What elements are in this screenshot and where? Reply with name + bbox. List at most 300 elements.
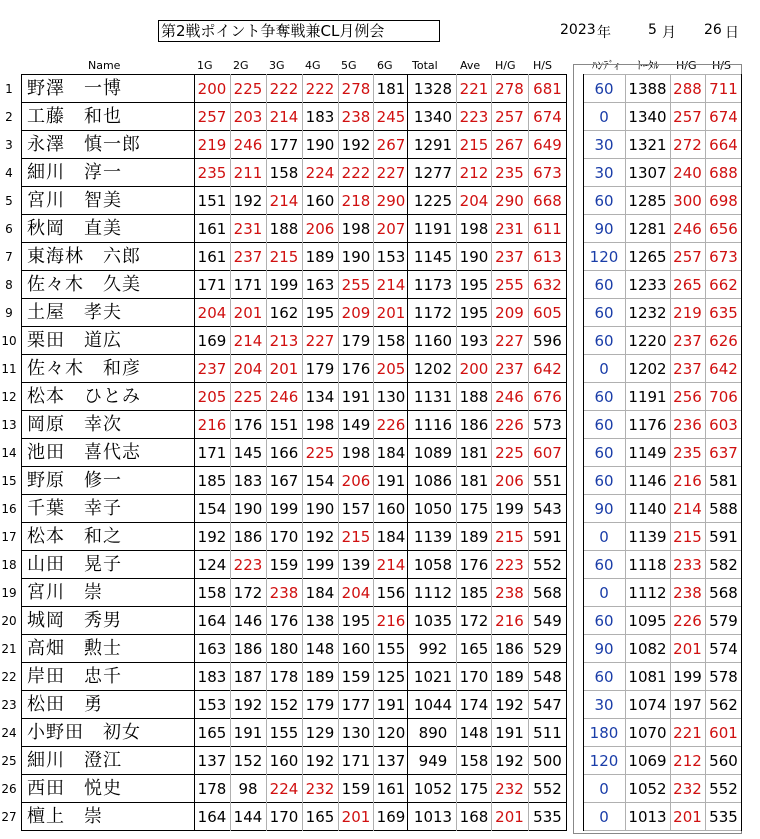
total-score: 1116 — [413, 416, 453, 434]
high-series-handicap: 656 — [709, 220, 738, 238]
player-name: 野澤 一博 — [27, 78, 122, 99]
high-series: 674 — [533, 108, 562, 126]
grid-line — [583, 214, 742, 215]
grid-line — [456, 74, 457, 831]
grand-total: 1321 — [628, 136, 667, 154]
player-name: 松本 ひとみ — [27, 386, 141, 407]
table-row — [0, 579, 760, 607]
game-1-score: 183 — [197, 668, 227, 686]
game-3-score: 160 — [269, 752, 299, 770]
player-name: 千葉 幸子 — [27, 498, 122, 519]
game-2-score: 187 — [233, 668, 263, 686]
high-game: 237 — [495, 248, 524, 266]
game-5-score: 179 — [341, 332, 371, 350]
header-2g: 2G — [233, 59, 249, 72]
game-5-score: 201 — [341, 808, 371, 826]
game-6-score: 156 — [376, 584, 406, 602]
game-2-score: 172 — [233, 584, 263, 602]
game-3-score: 246 — [269, 388, 299, 406]
game-1-score: 237 — [197, 360, 227, 378]
average-score: 181 — [459, 444, 489, 462]
player-name: 宮川 智美 — [27, 190, 122, 211]
game-6-score: 137 — [376, 752, 406, 770]
total-score: 1145 — [413, 248, 453, 266]
player-name: 池田 喜代志 — [27, 442, 141, 463]
total-score: 1160 — [413, 332, 453, 350]
game-5-score: 149 — [341, 416, 371, 434]
high-series-handicap: 635 — [709, 304, 738, 322]
average-score: 165 — [459, 640, 489, 658]
table-row — [0, 523, 760, 551]
total-score: 1172 — [413, 304, 453, 322]
high-game: 223 — [495, 556, 524, 574]
average-score: 176 — [459, 556, 489, 574]
grid-line — [583, 298, 742, 299]
high-game-handicap: 201 — [673, 808, 702, 826]
rank-number: 4 — [5, 166, 13, 180]
header-6g: 6G — [377, 59, 393, 72]
game-2-score: 152 — [233, 752, 263, 770]
high-series: 668 — [533, 192, 562, 210]
grand-total: 1140 — [628, 500, 667, 518]
game-5-score: 177 — [341, 696, 371, 714]
player-name: 宮川 崇 — [27, 582, 103, 603]
high-series-handicap: 601 — [709, 724, 738, 742]
grid-line — [583, 774, 742, 775]
high-game: 225 — [495, 444, 524, 462]
grid-line — [528, 74, 529, 831]
handicap: 120 — [589, 752, 619, 770]
player-name: 山田 晃子 — [27, 554, 122, 575]
grid-line — [21, 522, 566, 523]
total-score: 1191 — [413, 220, 453, 238]
total-score: 1086 — [413, 472, 453, 490]
handicap: 0 — [599, 108, 609, 126]
handicap: 30 — [594, 696, 614, 714]
game-5-score: 159 — [341, 668, 371, 686]
grid-line — [583, 130, 742, 131]
high-series-handicap: 562 — [709, 696, 738, 714]
game-1-score: 164 — [197, 808, 227, 826]
game-4-score: 189 — [305, 248, 335, 266]
high-series: 673 — [533, 164, 562, 182]
high-series: 605 — [533, 304, 562, 322]
game-1-score: 192 — [197, 528, 227, 546]
header-hg2: H/G — [676, 59, 697, 72]
high-series-handicap: 603 — [709, 416, 738, 434]
handicap: 60 — [594, 472, 614, 490]
grand-total: 1146 — [628, 472, 667, 490]
rank-number: 19 — [1, 586, 17, 600]
grand-total: 1220 — [628, 332, 667, 350]
rank-number: 23 — [1, 698, 17, 712]
game-2-score: 191 — [233, 724, 263, 742]
game-4-score: 198 — [305, 416, 335, 434]
player-name: 細川 澄江 — [27, 750, 122, 771]
high-series: 676 — [533, 388, 562, 406]
game-6-score: 205 — [376, 360, 406, 378]
high-series-handicap: 582 — [709, 556, 738, 574]
game-1-score: 163 — [197, 640, 227, 658]
grid-line — [583, 522, 742, 523]
handicap: 60 — [594, 612, 614, 630]
average-score: 168 — [459, 808, 489, 826]
table-row — [0, 131, 760, 159]
rank-number: 3 — [5, 138, 13, 152]
header-5g: 5G — [341, 59, 357, 72]
high-game-handicap: 237 — [673, 332, 702, 350]
game-3-score: 170 — [269, 808, 299, 826]
high-game-handicap: 197 — [673, 696, 702, 714]
grid-line — [583, 270, 742, 271]
high-game: 186 — [495, 640, 524, 658]
rank-number: 12 — [1, 390, 17, 404]
game-2-score: 183 — [233, 472, 263, 490]
high-series: 529 — [533, 640, 562, 658]
grid-line — [583, 410, 742, 411]
header-grand-total: ﾄｰﾀﾙ — [637, 59, 659, 72]
rank-number: 7 — [5, 250, 13, 264]
game-4-score: 138 — [305, 612, 335, 630]
total-score: 1139 — [413, 528, 453, 546]
game-3-score: 214 — [269, 192, 299, 210]
game-4-score: 183 — [305, 108, 335, 126]
handicap: 60 — [594, 192, 614, 210]
game-3-score: 214 — [269, 108, 299, 126]
header-hs: H/S — [533, 59, 552, 72]
game-3-score: 238 — [269, 584, 299, 602]
game-1-score: 171 — [197, 276, 227, 294]
grid-line — [21, 298, 566, 299]
player-name: 檀上 崇 — [27, 806, 103, 827]
high-game: 290 — [495, 192, 524, 210]
high-series-handicap: 578 — [709, 668, 738, 686]
high-game-handicap: 212 — [673, 752, 702, 770]
total-score: 1202 — [413, 360, 453, 378]
game-3-score: 177 — [269, 136, 299, 154]
grid-line — [21, 158, 566, 159]
grid-line — [21, 242, 566, 243]
high-game-handicap: 219 — [673, 304, 702, 322]
rank-number: 18 — [1, 558, 17, 572]
table-row — [0, 411, 760, 439]
player-name: 土屋 孝夫 — [27, 302, 122, 323]
game-3-score: 201 — [269, 360, 299, 378]
high-series: 535 — [533, 808, 562, 826]
game-1-score: 169 — [197, 332, 227, 350]
grid-line — [194, 74, 195, 831]
handicap: 0 — [599, 808, 609, 826]
header-name: Name — [88, 59, 121, 72]
game-6-score: 161 — [376, 780, 406, 798]
game-6-score: 201 — [376, 304, 406, 322]
high-game: 189 — [495, 668, 524, 686]
grid-line — [21, 802, 566, 803]
table-row — [0, 299, 760, 327]
average-score: 158 — [459, 752, 489, 770]
grand-total: 1069 — [628, 752, 667, 770]
handicap: 0 — [599, 780, 609, 798]
high-series: 573 — [533, 416, 562, 434]
high-game: 255 — [495, 276, 524, 294]
game-3-score: 224 — [269, 780, 299, 798]
game-3-score: 199 — [269, 276, 299, 294]
grid-line — [583, 74, 742, 75]
high-game-handicap: 265 — [673, 276, 702, 294]
grand-total: 1265 — [628, 248, 667, 266]
player-name: 佐々木 久美 — [27, 274, 141, 295]
high-series: 548 — [533, 668, 562, 686]
game-4-score: 227 — [305, 332, 335, 350]
high-series-handicap: 574 — [709, 640, 738, 658]
average-score: 175 — [459, 780, 489, 798]
game-2-score: 204 — [233, 360, 263, 378]
grid-line — [21, 578, 566, 579]
high-game-handicap: 226 — [673, 612, 702, 630]
grand-total: 1139 — [628, 528, 667, 546]
high-game-handicap: 240 — [673, 164, 702, 182]
high-series-handicap: 688 — [709, 164, 738, 182]
header-1g: 1G — [197, 59, 213, 72]
table-row — [0, 103, 760, 131]
high-game-handicap: 238 — [673, 584, 702, 602]
high-game: 209 — [495, 304, 524, 322]
player-name: 西田 悦史 — [27, 778, 122, 799]
game-1-score: 216 — [197, 416, 227, 434]
game-3-score: 176 — [269, 612, 299, 630]
high-series: 649 — [533, 136, 562, 154]
table-row — [0, 159, 760, 187]
average-score: 204 — [459, 192, 489, 210]
game-4-score: 206 — [305, 220, 335, 238]
high-series: 632 — [533, 276, 562, 294]
game-5-score: 209 — [341, 304, 371, 322]
date-month: 5 — [648, 22, 657, 38]
total-score: 1044 — [413, 696, 453, 714]
high-series-handicap: 552 — [709, 780, 738, 798]
player-name: 城岡 秀男 — [27, 610, 122, 631]
rank-number: 6 — [5, 222, 13, 236]
rank-number: 11 — [1, 362, 17, 376]
average-score: 190 — [459, 248, 489, 266]
game-4-score: 190 — [305, 136, 335, 154]
game-5-score: 160 — [341, 640, 371, 658]
game-4-score: 179 — [305, 696, 335, 714]
game-3-score: 158 — [269, 164, 299, 182]
game-2-score: 201 — [233, 304, 263, 322]
game-2-score: 171 — [233, 276, 263, 294]
header-hs2: H/S — [712, 59, 731, 72]
game-2-score: 190 — [233, 500, 263, 518]
game-2-score: 246 — [233, 136, 263, 154]
total-score: 992 — [418, 640, 448, 658]
average-score: 188 — [459, 388, 489, 406]
high-series: 549 — [533, 612, 562, 630]
grid-line — [583, 606, 742, 607]
table-row — [0, 243, 760, 271]
game-4-score: 222 — [305, 80, 335, 98]
game-6-score: 181 — [376, 80, 406, 98]
high-game: 191 — [495, 724, 524, 742]
total-score: 949 — [418, 752, 448, 770]
player-name: 松田 勇 — [27, 694, 103, 715]
handicap: 90 — [594, 500, 614, 518]
handicap: 60 — [594, 556, 614, 574]
grid-line — [21, 718, 566, 719]
game-2-score: 225 — [233, 388, 263, 406]
high-series-handicap: 642 — [709, 360, 738, 378]
high-series-handicap: 560 — [709, 752, 738, 770]
high-game-handicap: 257 — [673, 248, 702, 266]
grid-line — [583, 662, 742, 663]
game-5-score: 192 — [341, 136, 371, 154]
game-2-score: 145 — [233, 444, 263, 462]
table-row — [0, 747, 760, 775]
grid-line — [583, 158, 742, 159]
game-5-score: 222 — [341, 164, 371, 182]
total-score: 1328 — [413, 80, 453, 98]
player-name: 岡原 幸次 — [27, 414, 122, 435]
high-game: 232 — [495, 780, 524, 798]
rank-number: 16 — [1, 502, 17, 516]
table-row — [0, 467, 760, 495]
rank-number: 25 — [1, 754, 17, 768]
grand-total: 1233 — [628, 276, 667, 294]
rank-number: 26 — [1, 782, 17, 796]
game-4-score: 163 — [305, 276, 335, 294]
average-score: 200 — [459, 360, 489, 378]
date-day-unit: 日 — [725, 25, 739, 41]
high-series-handicap: 706 — [709, 388, 738, 406]
grid-line — [583, 550, 742, 551]
high-series: 551 — [533, 472, 562, 490]
game-3-score: 159 — [269, 556, 299, 574]
game-4-score: 224 — [305, 164, 335, 182]
average-score: 212 — [459, 164, 489, 182]
game-6-score: 216 — [376, 612, 406, 630]
header-handicap: ﾊﾝﾃﾞｨ — [592, 59, 620, 72]
grand-total: 1191 — [628, 388, 667, 406]
high-game: 231 — [495, 220, 524, 238]
table-row — [0, 439, 760, 467]
game-5-score: 198 — [341, 220, 371, 238]
game-6-score: 125 — [376, 668, 406, 686]
high-series: 611 — [533, 220, 562, 238]
game-1-score: 219 — [197, 136, 227, 154]
table-row — [0, 803, 760, 831]
total-score: 1052 — [413, 780, 453, 798]
average-score: 195 — [459, 304, 489, 322]
game-1-score: 137 — [197, 752, 227, 770]
high-series-handicap: 626 — [709, 332, 738, 350]
game-5-score: 157 — [341, 500, 371, 518]
game-4-score: 134 — [305, 388, 335, 406]
high-series-handicap: 664 — [709, 136, 738, 154]
game-1-score: 154 — [197, 500, 227, 518]
handicap: 90 — [594, 220, 614, 238]
player-name: 野原 修一 — [27, 470, 122, 491]
grid-line — [266, 74, 267, 831]
game-6-score: 267 — [376, 136, 406, 154]
game-1-score: 158 — [197, 584, 227, 602]
table-row — [0, 775, 760, 803]
game-2-score: 225 — [233, 80, 263, 98]
grand-total: 1082 — [628, 640, 667, 658]
grid-line — [21, 466, 566, 467]
average-score: 186 — [459, 416, 489, 434]
rank-number: 10 — [1, 334, 17, 348]
player-name: 栗田 道広 — [27, 330, 122, 351]
game-1-score: 164 — [197, 612, 227, 630]
game-6-score: 191 — [376, 696, 406, 714]
table-row — [0, 607, 760, 635]
handicap: 90 — [594, 640, 614, 658]
rank-number: 15 — [1, 474, 17, 488]
high-series: 568 — [533, 584, 562, 602]
header-total: Total — [412, 59, 438, 72]
player-name: 永澤 慎一郎 — [27, 134, 141, 155]
grid-line — [670, 74, 671, 831]
grid-line — [583, 438, 742, 439]
high-game: 237 — [495, 360, 524, 378]
high-series: 591 — [533, 528, 562, 546]
game-1-score: 200 — [197, 80, 227, 98]
header-4g: 4G — [305, 59, 321, 72]
grand-total: 1340 — [628, 108, 667, 126]
handicap: 60 — [594, 276, 614, 294]
average-score: 172 — [459, 612, 489, 630]
game-1-score: 165 — [197, 724, 227, 742]
high-game: 278 — [495, 80, 524, 98]
average-score: 181 — [459, 472, 489, 490]
grid-line — [625, 74, 626, 831]
handicap: 30 — [594, 164, 614, 182]
game-6-score: 227 — [376, 164, 406, 182]
grand-total: 1070 — [628, 724, 667, 742]
grand-total: 1074 — [628, 696, 667, 714]
high-series: 500 — [533, 752, 562, 770]
grand-total: 1232 — [628, 304, 667, 322]
grid-line — [373, 74, 374, 831]
grid-line — [21, 662, 566, 663]
game-3-score: 151 — [269, 416, 299, 434]
game-3-score: 215 — [269, 248, 299, 266]
game-4-score: 154 — [305, 472, 335, 490]
high-game: 215 — [495, 528, 524, 546]
handicap: 60 — [594, 332, 614, 350]
grid-line — [583, 186, 742, 187]
game-5-score: 159 — [341, 780, 371, 798]
grid-line — [21, 74, 566, 75]
grid-line — [21, 326, 566, 327]
game-3-score: 180 — [269, 640, 299, 658]
handicap: 60 — [594, 388, 614, 406]
high-series: 547 — [533, 696, 562, 714]
high-series-handicap: 568 — [709, 584, 738, 602]
game-5-score: 215 — [341, 528, 371, 546]
game-1-score: 124 — [197, 556, 227, 574]
game-2-score: 203 — [233, 108, 263, 126]
game-4-score: 179 — [305, 360, 335, 378]
game-5-score: 139 — [341, 556, 371, 574]
grid-line — [583, 102, 742, 103]
table-row — [0, 187, 760, 215]
game-5-score: 190 — [341, 248, 371, 266]
grid-line — [583, 718, 742, 719]
grid-line — [583, 802, 742, 803]
average-score: 185 — [459, 584, 489, 602]
high-series: 613 — [533, 248, 562, 266]
